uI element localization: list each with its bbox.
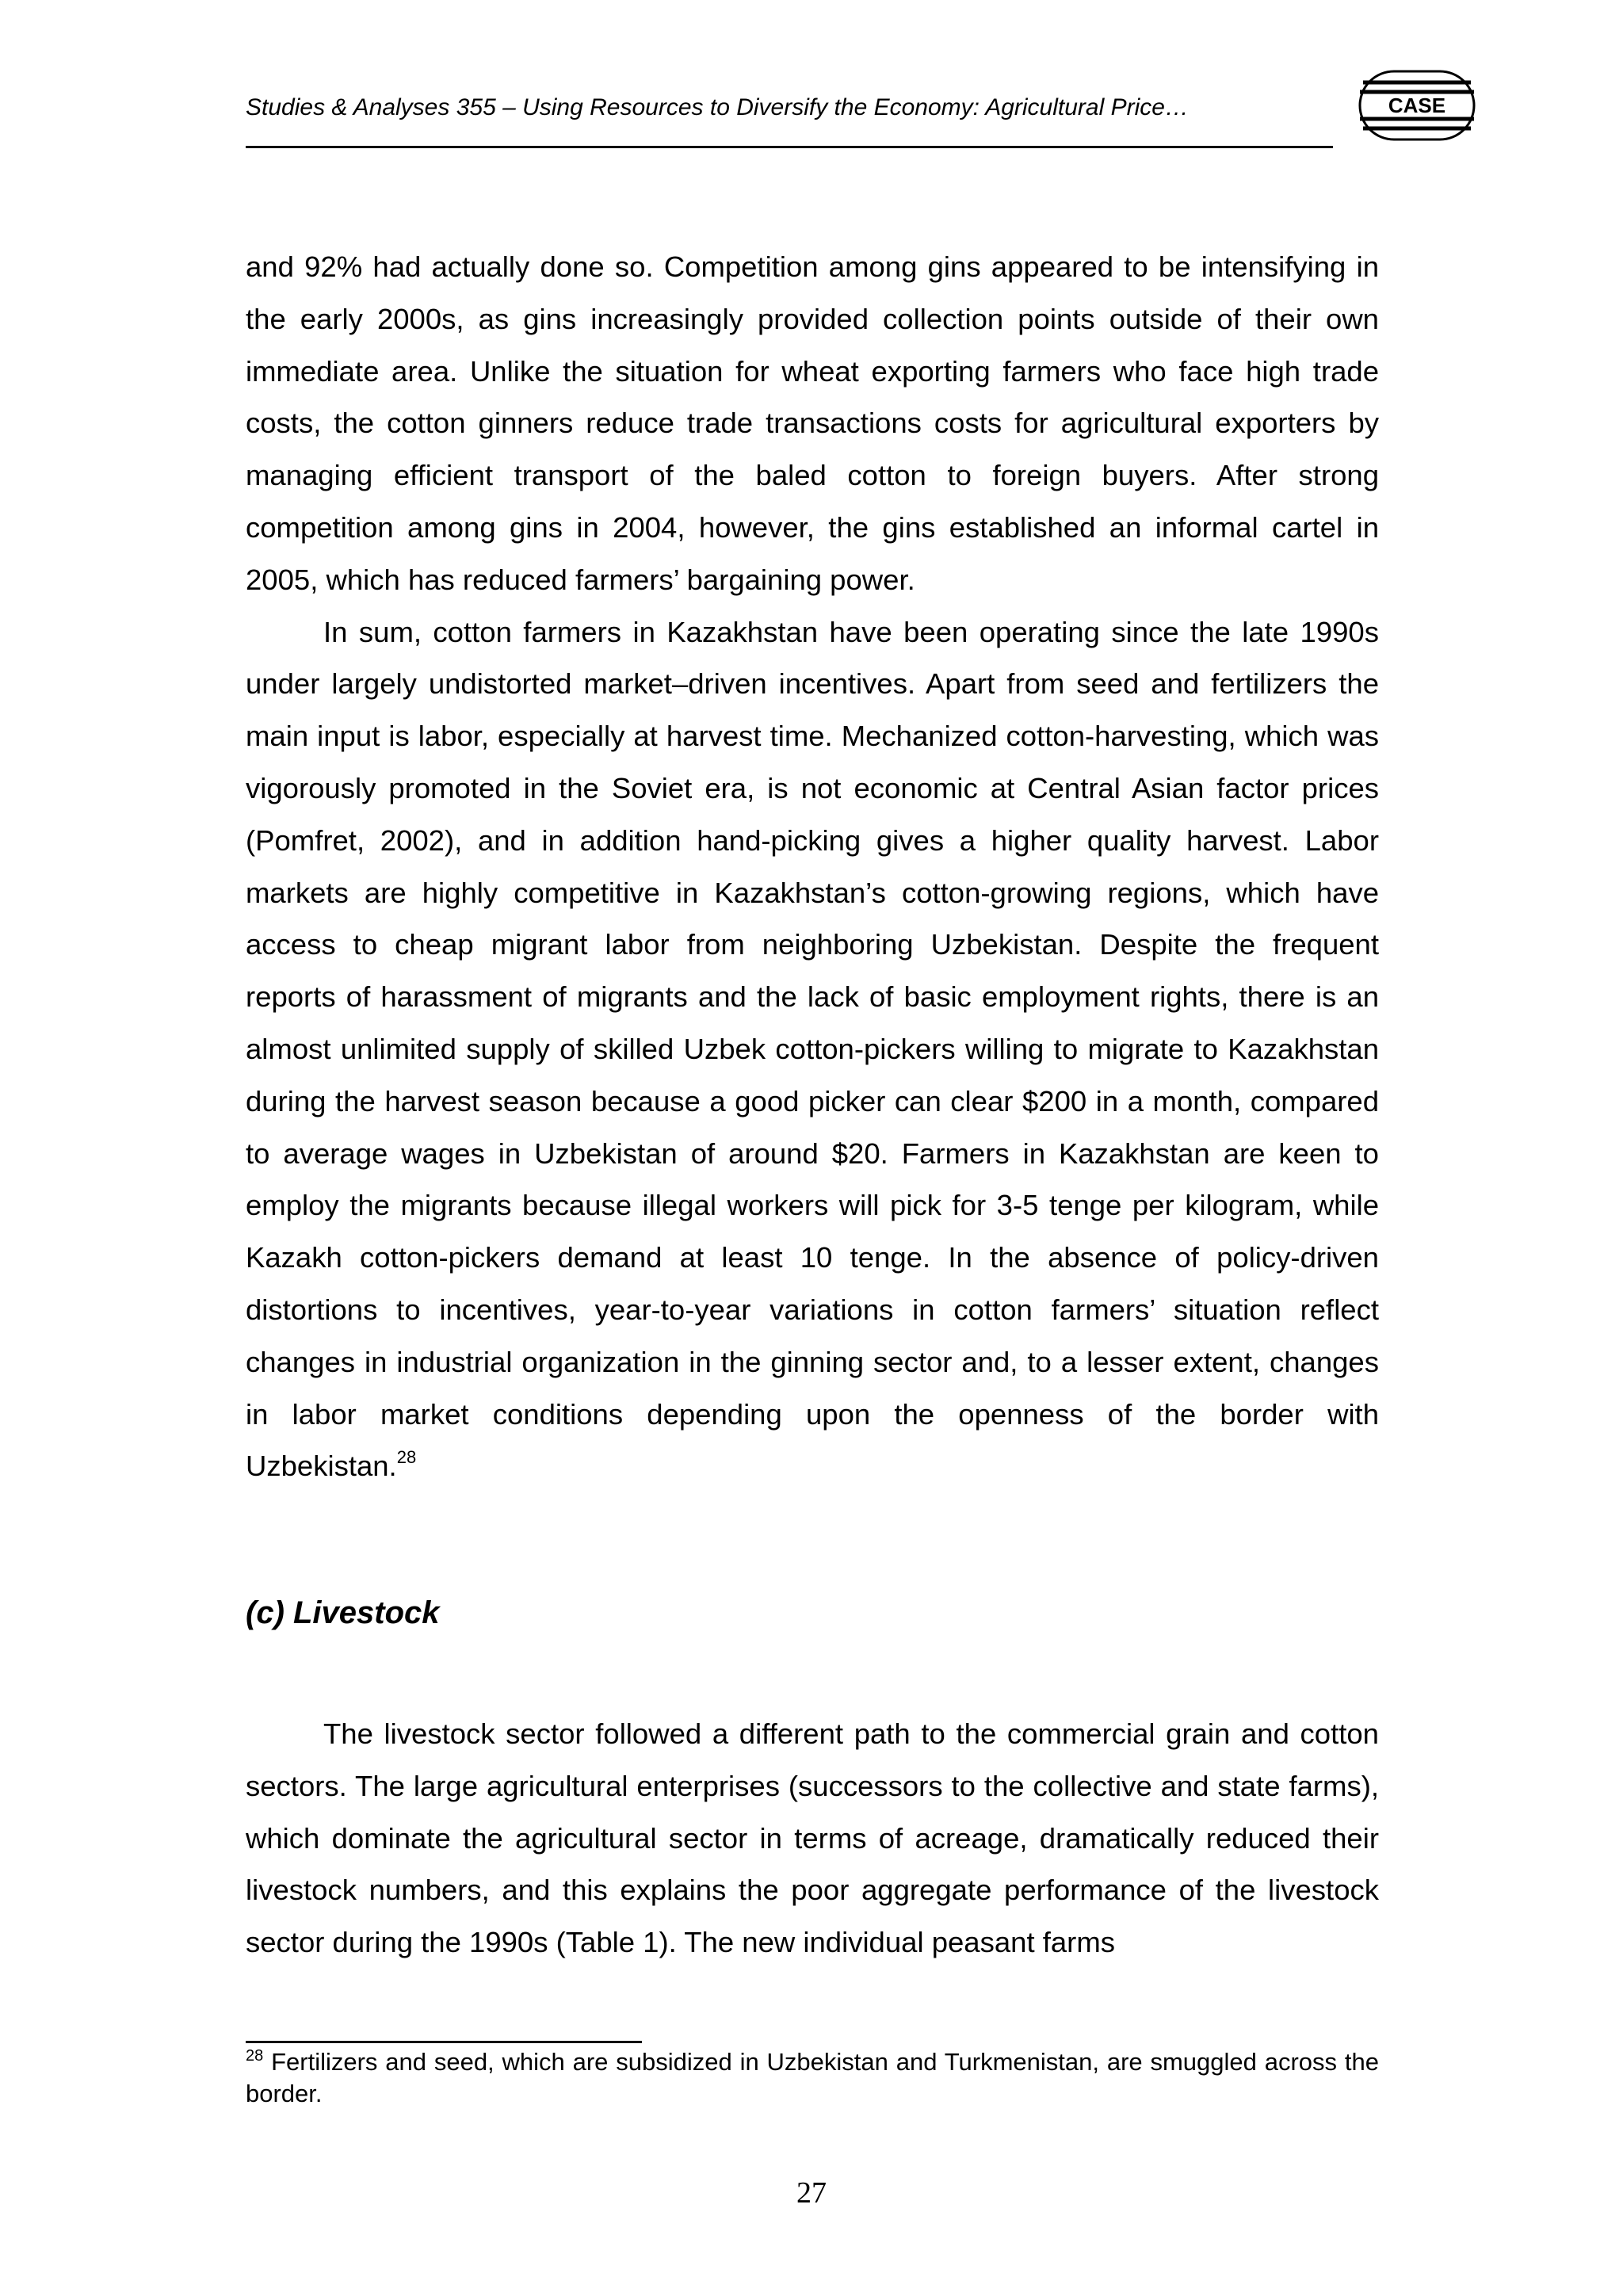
section-heading-livestock: (c) Livestock (246, 1595, 440, 1630)
case-logo-text: CASE (1388, 94, 1446, 117)
paragraph-continued: and 92% had actually done so. Competition among gins appeared to be intensifying in the early 2000s, as gins increasingly provided collection points outside of their own immediate area. Unlike the situation for wheat exporting farmers who face high trade costs, the cotton ginners reduce trade transactions costs for agricultural exporters by managing efficient transport of the baled cotton to foreign buyers. After strong competition among gins in 2004, however, the gins established an informal cartel in 2005, which has reduced farmers’ bargaining power. (246, 250, 1379, 596)
paragraph-livestock: The livestock sector followed a different path to the commercial grain and cotton sectors. The large agricultural enterprises (successors to the collective and state farms), which dominate the agricultural sector in terms of acreage, dramatically reduced their livestock numbers, and this explains the poor aggregate performance of the livestock sector during the 1990s (Table 1). The new individual peasant farms (246, 1717, 1379, 1959)
footnote (246, 2046, 1379, 2110)
case-logo (1354, 67, 1480, 144)
paragraph-cotton-farmers-text: In sum, cotton farmers in Kazakhstan have been operating since the late 1990s under largely undistorted market–driven incentives. Apart from seed and fertilizers the main input is labor, especially at harvest time. Mechanized cotton-harvesting, which was vigorously promoted in the Soviet era, is not economic at Central Asian factor prices (Pomfret, 2002), and in addition hand-picking gives a higher quality harvest. Labor markets are highly competitive in Kazakhstan’s cotton-growing regions, which have access to cheap migrant labor from neighboring Uzbekistan. Despite the frequent reports of harassment of migrants and the lack of basic employment rights, there is an almost unlimited supply of skilled Uzbek cotton-pickers willing to migrate to Kazakhstan during the harvest season because a good picker can clear $200 in a month, compared to average wages in Uzbekistan of around $20. Farmers in Kazakhstan are keen to employ the migrants because illegal workers will pick for 3-5 tenge per kilogram, while Kazakh cotton-pickers demand at least 10 tenge. In the absence of policy-driven distortions to incentives, year-to-year variations in cotton farmers’ situation reflect changes in industrial organization in the ginning sector and, to a lesser extent, changes in labor market conditions depending upon the openness of the border with Uzbekistan. (246, 615, 1379, 1483)
header-rule (246, 146, 1333, 148)
footnote-reference[interactable]: 28 (396, 1447, 417, 1468)
paragraph-cotton-farmers (246, 606, 1379, 1493)
body-paragraph-livestock (246, 1708, 1379, 1969)
running-header: Studies & Analyses 355 – Using Resources to Diversify the Economy: Agricultural Price… (246, 94, 1189, 120)
page-number: 27 (796, 2176, 827, 2210)
body-paragraph-1 (246, 241, 1379, 1492)
case-logo-mark (1360, 71, 1474, 139)
footnote-rule (246, 2041, 642, 2043)
footnote-number: 28 (246, 2047, 264, 2065)
footnote-text: Fertilizers and seed, which are subsidized in Uzbekistan and Turkmenistan, are smuggled across the border. (246, 2048, 1379, 2107)
